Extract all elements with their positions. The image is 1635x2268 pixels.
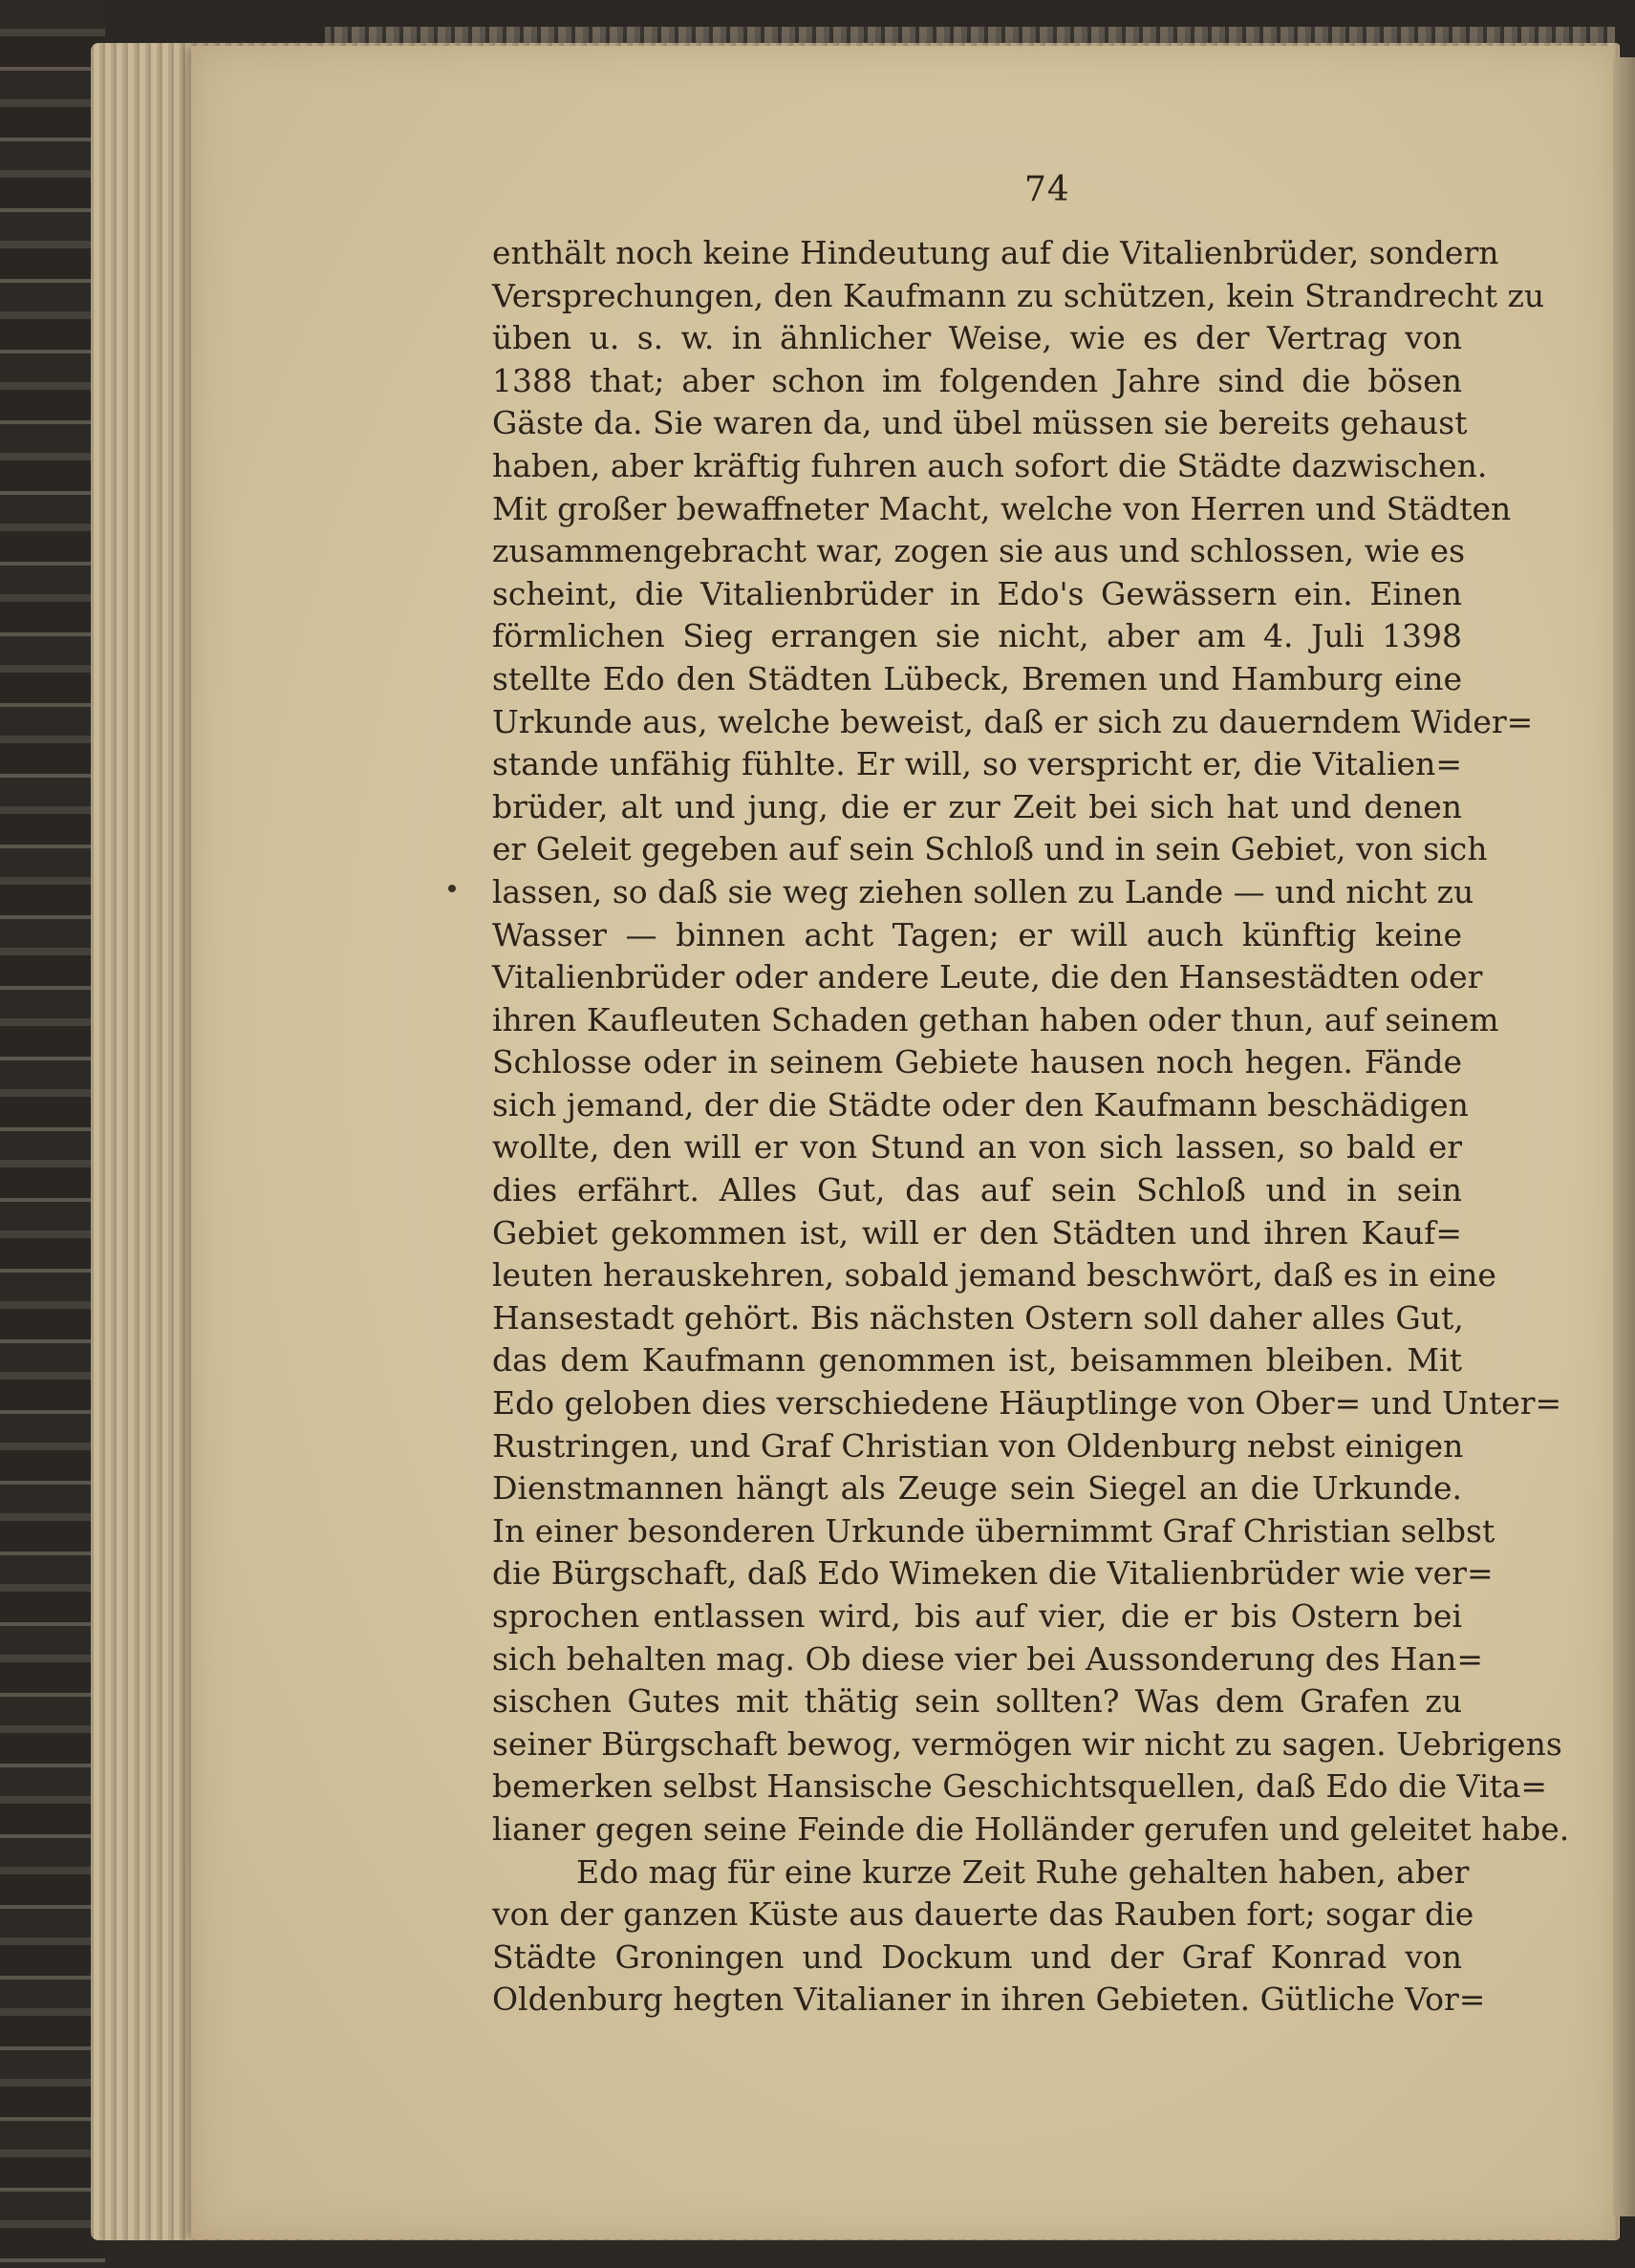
text-line: üben u. s. w. in ähnlicher Weise, wie es der Vertrag von [492, 319, 1462, 357]
text-line: 1388 that; aber schon im folgenden Jahre sind die bösen [492, 361, 1462, 399]
text-line: In einer besonderen Urkunde übernimmt Graf Christian selbst [492, 1511, 1495, 1550]
text-line: sprochen entlassen wird, bis auf vier, die er bis Ostern bei [492, 1597, 1462, 1635]
text-line: sich jemand, der die Städte oder den Kaufmann beschädigen [492, 1085, 1469, 1123]
text-line: dies erfährt. Alles Gut, das auf sein Schloß und in sein [492, 1171, 1462, 1209]
page-number: 74 [1024, 170, 1070, 209]
margin-mark [448, 885, 456, 892]
text-line: zusammengebracht war, zogen sie aus und schlossen, wie es [492, 532, 1466, 570]
page-right-edge [1613, 57, 1635, 2216]
text-line: Edo geloben dies verschiedene Häuptlinge von Ober= und Unter= [492, 1384, 1562, 1423]
text-line: Dienstmannen hängt als Zeuge sein Siegel an die Urkunde. [492, 1469, 1462, 1508]
text-line: Versprechungen, den Kaufmann zu schützen, kein Strandrecht zu [492, 276, 1545, 314]
text-line: Mit großer bewaffneter Macht, welche von Herren und Städten [492, 489, 1512, 527]
text-line: Urkunde aus, welche beweist, daß er sich zu dauerndem Wider= [492, 702, 1534, 740]
text-line: enthält noch keine Hindeutung auf die Vitalienbrüder, sondern [492, 234, 1499, 271]
text-line: Gäste da. Sie waren da, und übel müssen sie bereits gehaust [492, 404, 1468, 442]
text-line: stellte Edo den Städten Lübeck, Bremen und Hamburg eine [492, 659, 1462, 697]
text-line: brüder, alt und jung, die er zur Zeit bei sich hat und denen [492, 787, 1462, 825]
text-line: Oldenburg hegten Vitalianer in ihren Gebieten. Gütliche Vor= [492, 1980, 1486, 2019]
text-line: ihren Kaufleuten Schaden gethan haben oder thun, auf seinem [492, 1000, 1499, 1038]
text-line: scheint, die Vitalienbrüder in Edo's Gewässern ein. Einen [492, 574, 1462, 612]
body-text [492, 232, 1570, 2022]
text-line: lassen, so daß sie weg ziehen sollen zu Lande — und nicht zu [492, 872, 1474, 910]
text-line: förmlichen Sieg errangen sie nicht, aber am 4. Juli 1398 [492, 617, 1462, 655]
text-line: von der ganzen Küste aus dauerte das Rauben fort; sogar die [492, 1895, 1474, 1934]
text-line: er Geleit gegeben auf sein Schloß und in sein Gebiet, von sich [492, 830, 1488, 868]
text-line: Rustringen, und Graf Christian von Oldenburg nebst einigen [492, 1426, 1464, 1465]
text-line: das dem Kaufmann genommen ist, beisammen bleiben. Mit [492, 1341, 1462, 1380]
text-line: wollte, den will er von Stund an von sich lassen, so bald er [492, 1128, 1462, 1166]
text-line: Schlosse oder in seinem Gebiete hausen noch hegen. Fände [492, 1043, 1462, 1081]
text-line: bemerken selbst Hansische Geschichtsquellen, daß Edo die Vita= [492, 1767, 1548, 1806]
text-line: sischen Gutes mit thätig sein sollten? Was dem Grafen zu [492, 1682, 1462, 1721]
text-line: Wasser — binnen acht Tagen; er will auch künftig keine [492, 915, 1462, 953]
text-line: seiner Bürgschaft bewog, vermögen wir nicht zu sagen. Uebrigens [492, 1724, 1562, 1763]
text-line: lianer gegen seine Feinde die Holländer gerufen und geleitet habe. [492, 1809, 1570, 1848]
text-line: sich behalten mag. Ob diese vier bei Aussonderung des Han= [492, 1639, 1484, 1678]
text-line: haben, aber kräftig fuhren auch sofort die Städte dazwischen. [492, 446, 1488, 484]
text-line: Gebiet gekommen ist, will er den Städten und ihren Kauf= [492, 1213, 1462, 1252]
text-line: leuten herauskehren, sobald jemand beschwört, daß es in eine [492, 1256, 1496, 1294]
text-line: Edo mag für eine kurze Zeit Ruhe gehalten haben, aber [576, 1852, 1470, 1891]
text-line: Hansestadt gehört. Bis nächsten Ostern soll daher alles Gut, [492, 1298, 1464, 1337]
book-binding [0, 0, 105, 2268]
text-line: Vitalienbrüder oder andere Leute, die den Hansestädten oder [492, 958, 1483, 996]
text-line: die Bürgschaft, daß Edo Wimeken die Vitalienbrüder wie ver= [492, 1554, 1494, 1593]
text-line: Städte Groningen und Dockum und der Graf Konrad von [492, 1937, 1462, 1976]
text-line: stande unfähig fühlte. Er will, so verspricht er, die Vitalien= [492, 745, 1462, 783]
